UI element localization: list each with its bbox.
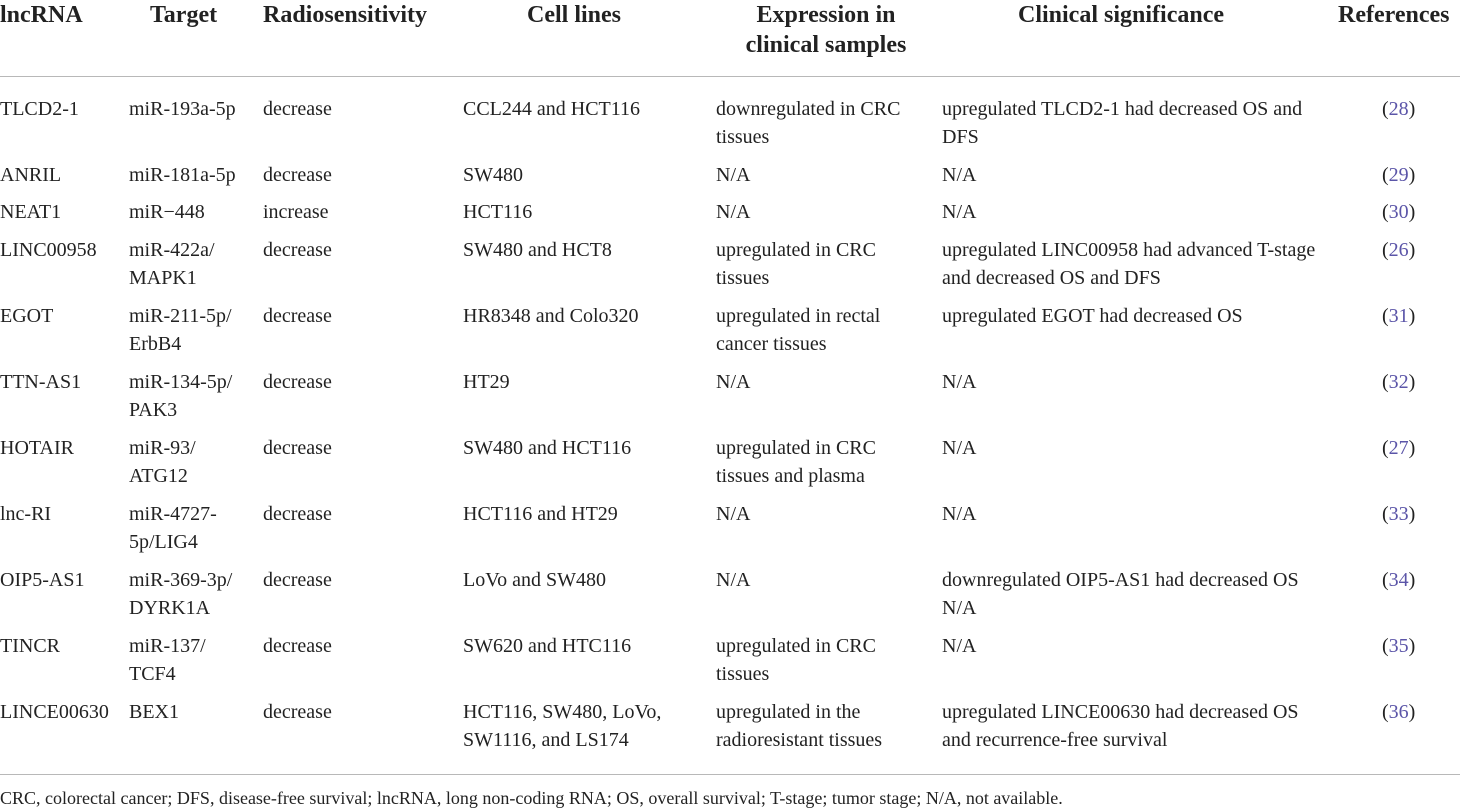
header-radiosensitivity: Radiosensitivity	[263, 2, 428, 28]
cell-lncrna: TLCD2-1	[0, 98, 79, 120]
cell-expression: upregulated in the radioresistant tissues	[716, 701, 883, 751]
cell-radiosensitivity: decrease	[263, 569, 332, 591]
reference-link[interactable]: 33	[1388, 503, 1409, 525]
cell-lncrna: ANRIL	[0, 164, 62, 186]
cell-lncrna: EGOT	[0, 305, 54, 327]
cell-radiosensitivity: decrease	[263, 98, 332, 120]
cell-target: miR-137/ TCF4	[129, 635, 206, 685]
cell-lncrna: TINCR	[0, 635, 60, 657]
header-lncrna: lncRNA	[0, 2, 83, 28]
table-footnote: CRC, colorectal cancer; DFS, disease-free survival; lncRNA, long non-coding RNA; OS, overall survival; T-stage; tumor stage; N/A, not available.	[0, 788, 1063, 808]
cell-cell-lines: SW480 and HCT8	[463, 239, 612, 261]
cell-cell-lines: HCT116 and HT29	[463, 503, 618, 525]
header-rule	[0, 76, 1460, 77]
cell-target: miR-93/ ATG12	[129, 437, 196, 487]
cell-expression: N/A	[716, 371, 751, 393]
header-expression	[716, 0, 936, 60]
cell-clinical-significance: upregulated LINCE00630 had decreased OS and recurrence-free survival	[942, 701, 1299, 751]
cell-reference: (36)	[1382, 701, 1416, 723]
cell-cell-lines: HCT116, SW480, LoVo, SW1116, and LS174	[463, 701, 662, 751]
cell-clinical-significance: upregulated TLCD2-1 had decreased OS and DFS	[942, 98, 1303, 148]
reference-link[interactable]: 30	[1388, 201, 1409, 223]
cell-lncrna: LINCE00630	[0, 701, 109, 723]
header-expression-line2: clinical samples	[745, 32, 907, 58]
header-cell-lines: Cell lines	[527, 2, 621, 28]
cell-lncrna: lnc-RI	[0, 503, 52, 525]
cell-target: miR-211-5p/ ErbB4	[129, 305, 232, 355]
cell-cell-lines: SW620 and HTC116	[463, 635, 632, 657]
cell-target: miR-134-5p/ PAK3	[129, 371, 233, 421]
cell-target: miR−448	[129, 201, 205, 223]
cell-reference: (29)	[1382, 164, 1416, 186]
header-clinical-significance: Clinical significance	[1018, 2, 1224, 28]
cell-radiosensitivity: decrease	[263, 239, 332, 261]
cell-lncrna: NEAT1	[0, 201, 62, 223]
cell-clinical-significance: downregulated OIP5-AS1 had decreased OS N/A	[942, 569, 1299, 619]
cell-radiosensitivity: increase	[263, 201, 329, 223]
reference-link[interactable]: 31	[1388, 305, 1409, 327]
cell-clinical-significance: upregulated LINC00958 had advanced T-stage and decreased OS and DFS	[942, 239, 1316, 289]
cell-cell-lines: HR8348 and Colo320	[463, 305, 639, 327]
cell-target: miR-193a-5p	[129, 98, 236, 120]
cell-lncrna: TTN-AS1	[0, 371, 82, 393]
cell-expression: upregulated in CRC tissues	[716, 239, 876, 289]
cell-radiosensitivity: decrease	[263, 371, 332, 393]
cell-expression: N/A	[716, 164, 751, 186]
cell-clinical-significance: N/A	[942, 635, 977, 657]
cell-clinical-significance: N/A	[942, 437, 977, 459]
cell-reference: (32)	[1382, 371, 1416, 393]
cell-expression: N/A	[716, 503, 751, 525]
cell-radiosensitivity: decrease	[263, 164, 332, 186]
cell-clinical-significance: N/A	[942, 164, 977, 186]
footer-rule	[0, 774, 1460, 775]
cell-target: miR-181a-5p	[129, 164, 236, 186]
header-references: References	[1338, 2, 1450, 28]
reference-link[interactable]: 34	[1388, 569, 1409, 591]
cell-lncrna: HOTAIR	[0, 437, 74, 459]
cell-expression: upregulated in CRC tissues	[716, 635, 876, 685]
reference-link[interactable]: 27	[1388, 437, 1409, 459]
cell-reference: (33)	[1382, 503, 1416, 525]
cell-reference: (31)	[1382, 305, 1416, 327]
cell-clinical-significance: N/A	[942, 503, 977, 525]
reference-link[interactable]: 32	[1388, 371, 1409, 393]
cell-reference: (30)	[1382, 201, 1416, 223]
cell-radiosensitivity: decrease	[263, 635, 332, 657]
cell-target: miR-4727-5p/LIG4	[129, 503, 217, 553]
cell-expression: upregulated in CRC tissues and plasma	[716, 437, 876, 487]
cell-radiosensitivity: decrease	[263, 305, 332, 327]
cell-expression: N/A	[716, 201, 751, 223]
cell-cell-lines: CCL244 and HCT116	[463, 98, 641, 120]
cell-expression: downregulated in CRC tissues	[716, 98, 901, 148]
cell-reference: (34)	[1382, 569, 1416, 591]
cell-lncrna: LINC00958	[0, 239, 97, 261]
cell-radiosensitivity: decrease	[263, 701, 332, 723]
cell-clinical-significance: N/A	[942, 371, 977, 393]
reference-link[interactable]: 36	[1388, 701, 1409, 723]
cell-target: BEX1	[129, 701, 179, 723]
reference-link[interactable]: 28	[1388, 98, 1409, 120]
header-target: Target	[150, 2, 218, 28]
cell-target: miR-422a/ MAPK1	[129, 239, 215, 289]
cell-cell-lines: HT29	[463, 371, 510, 393]
cell-clinical-significance: N/A	[942, 201, 977, 223]
cell-clinical-significance: upregulated EGOT had decreased OS	[942, 305, 1243, 327]
cell-cell-lines: LoVo and SW480	[463, 569, 606, 591]
reference-link[interactable]: 29	[1388, 164, 1409, 186]
reference-link[interactable]: 26	[1388, 239, 1409, 261]
cell-radiosensitivity: decrease	[263, 503, 332, 525]
cell-reference: (26)	[1382, 239, 1416, 261]
cell-target: miR-369-3p/ DYRK1A	[129, 569, 233, 619]
cell-cell-lines: SW480	[463, 164, 523, 186]
reference-link[interactable]: 35	[1388, 635, 1409, 657]
cell-expression: upregulated in rectal cancer tissues	[716, 305, 881, 355]
cell-expression: N/A	[716, 569, 751, 591]
cell-reference: (27)	[1382, 437, 1416, 459]
cell-cell-lines: HCT116	[463, 201, 533, 223]
cell-cell-lines: SW480 and HCT116	[463, 437, 632, 459]
cell-reference: (28)	[1382, 98, 1416, 120]
cell-radiosensitivity: decrease	[263, 437, 332, 459]
header-expression-line1: Expression in	[756, 2, 896, 28]
cell-lncrna: OIP5-AS1	[0, 569, 85, 591]
cell-reference: (35)	[1382, 635, 1416, 657]
